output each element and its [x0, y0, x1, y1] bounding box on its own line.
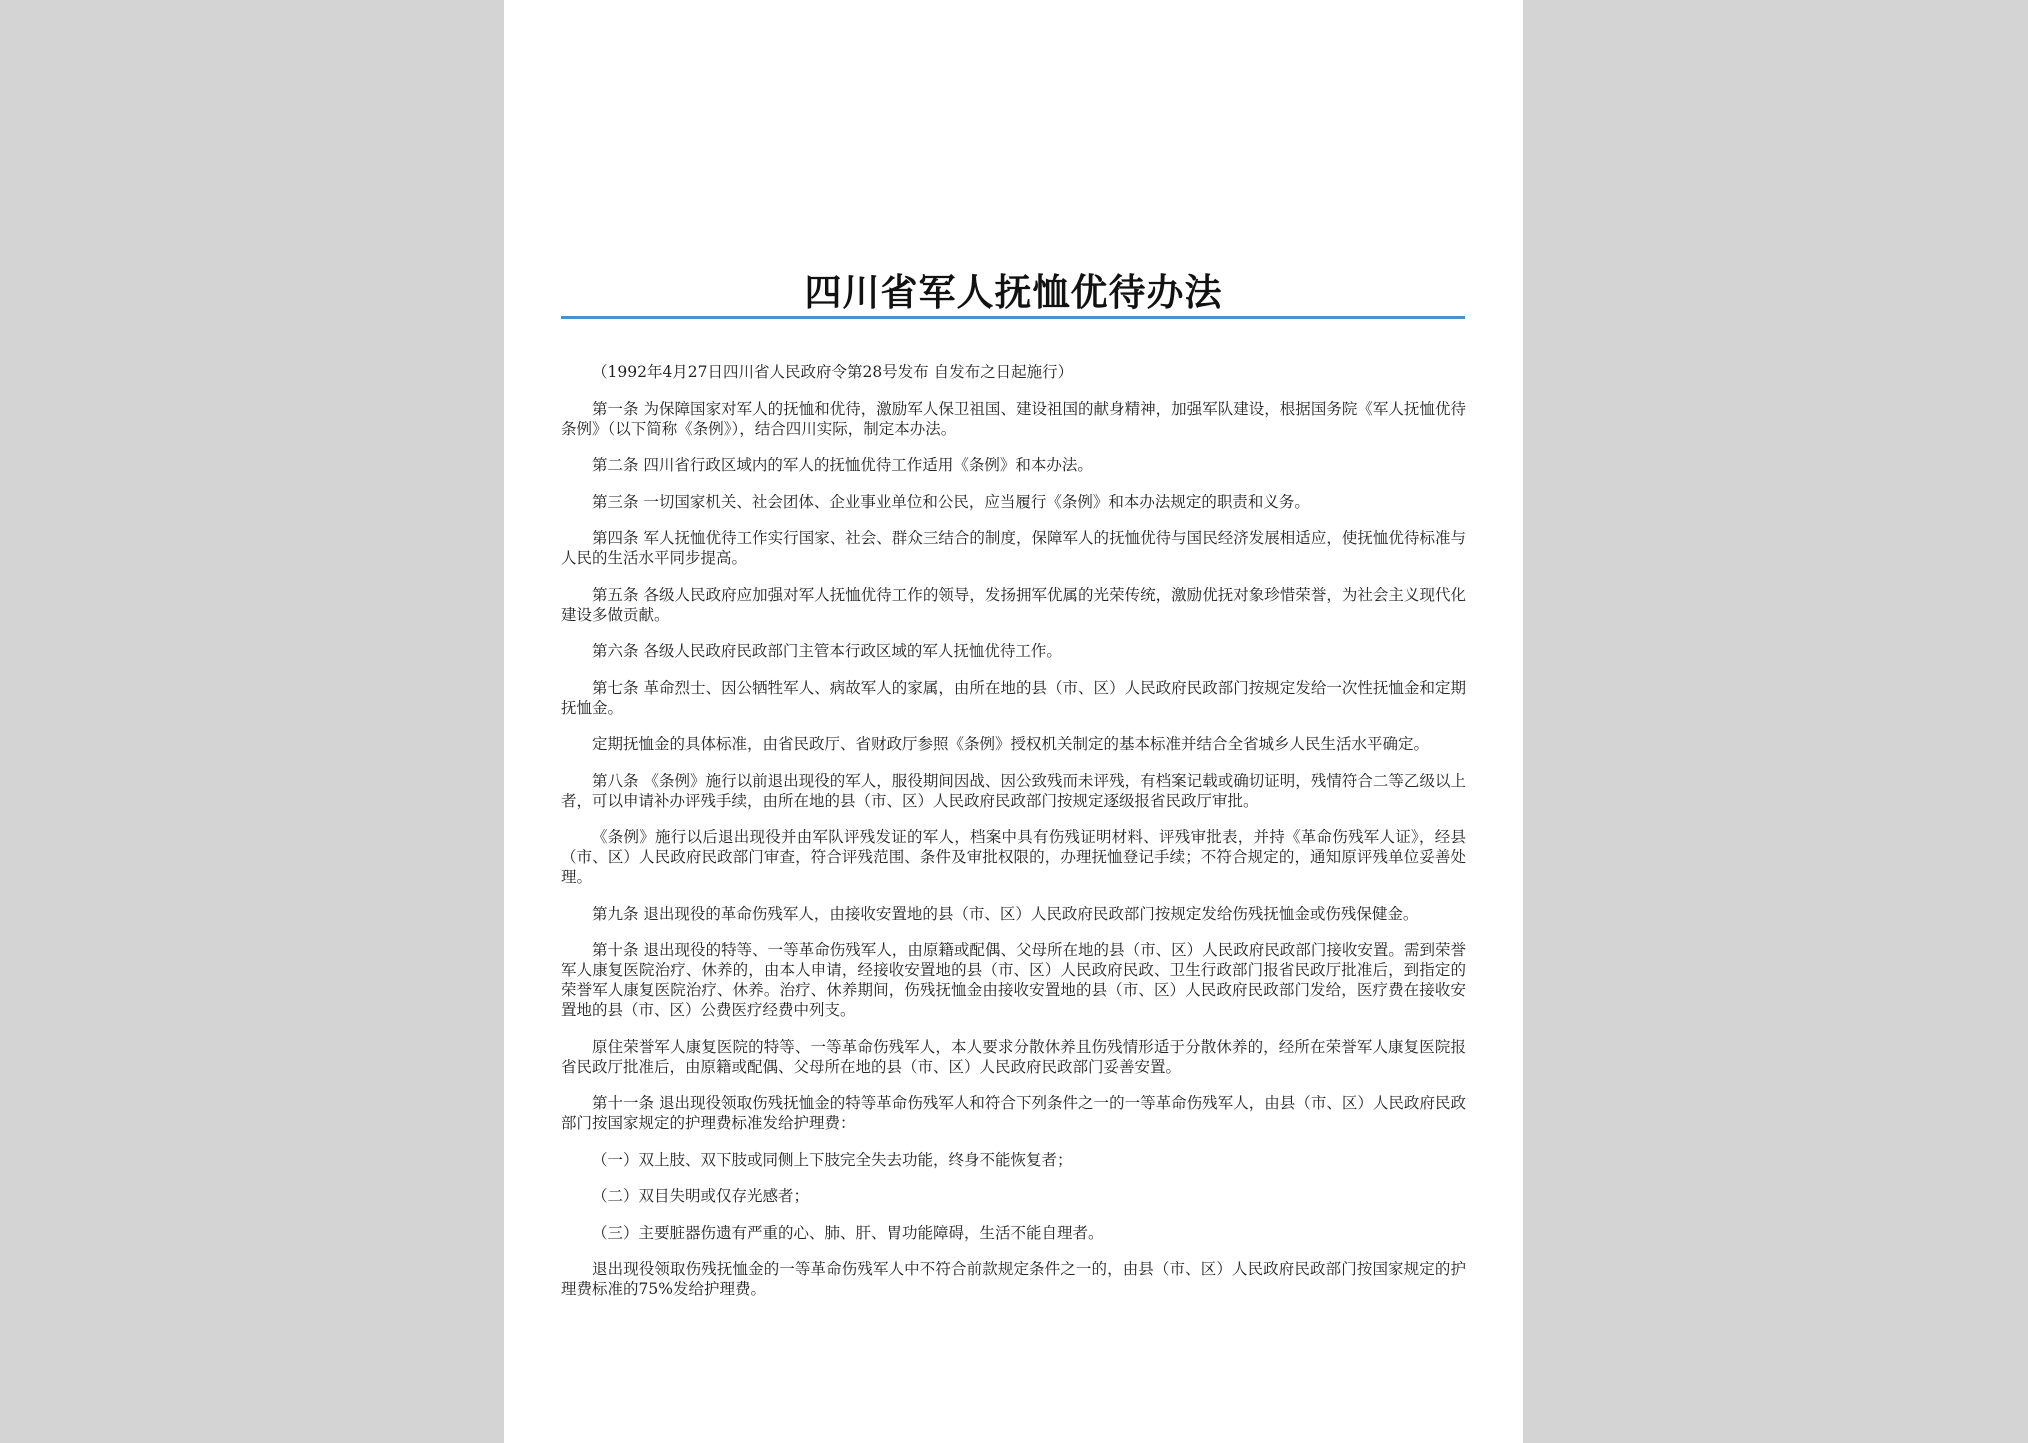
- article-paragraph: 第五条 各级人民政府应加强对军人抚恤优待工作的领导，发扬拥军优属的光荣传统，激励优抚对象珍惜荣誉，为社会主义现代化建设多做贡献。: [561, 585, 1466, 624]
- article-paragraph: （一）双上肢、双下肢或同侧上下肢完全失去功能，终身不能恢复者；: [592, 1150, 1073, 1169]
- article-paragraph: 第七条 革命烈士、因公牺牲军人、病故军人的家属，由所在地的县（市、区）人民政府民政部门按规定发给一次性抚恤金和定期抚恤金。: [561, 678, 1466, 717]
- article-paragraph: 第九条 退出现役的革命伤残军人，由接收安置地的县（市、区）人民政府民政部门按规定发给伤残抚恤金或伤残保健金。: [592, 904, 1419, 923]
- article-paragraph: 第三条 一切国家机关、社会团体、企业事业单位和公民，应当履行《条例》和本办法规定的职责和义务。: [592, 492, 1310, 511]
- article-paragraph: 定期抚恤金的具体标准，由省民政厅、省财政厅参照《条例》授权机关制定的基本标准并结合全省城乡人民生活水平确定。: [592, 735, 1430, 753]
- article-paragraph: 第四条 军人抚恤优待工作实行国家、社会、群众三结合的制度，保障军人的抚恤优待与国民经济发展相适应，使抚恤优待标准与人民的生活水平同步提高。: [561, 529, 1466, 567]
- article-paragraph: 第一条 为保障国家对军人的抚恤和优待，激励军人保卫祖国、建设祖国的献身精神，加强军队建设，根据国务院《军人抚恤优待条例》（以下简称《条例》），结合四川实际，制定本办法。: [561, 399, 1466, 438]
- article-paragraph: （二）双目失明或仅存光感者；: [592, 1187, 810, 1205]
- document-title: 四川省军人抚恤优待办法: [804, 270, 1223, 314]
- article-paragraph: 第六条 各级人民政府民政部门主管本行政区域的军人抚恤优待工作。: [592, 642, 1062, 660]
- article-paragraph: 第十条 退出现役的特等、一等革命伤残军人，由原籍或配偶、父母所在地的县（市、区）人民政府民政部门接收安置。需到荣誉军人康复医院治疗、休养的，由本人申请，经接收安置地的县（市、区）人民政府民政、卫生行政部门报省民政厅批准后，到指定的荣誉军人康复医院治疗、休养。治疗、休养期间，伤残抚恤金由接收安置地的县（市、区）人民政府民政部门发给，医疗费在接收安置地的县（市、区）公费医疗经费中列支。: [561, 941, 1466, 1019]
- article-paragraph: 第十一条 退出现役领取伤残抚恤金的特等革命伤残军人和符合下列条件之一的一等革命伤残军人，由县（市、区）人民政府民政部门按国家规定的护理费标准发给护理费：: [561, 1094, 1466, 1132]
- article-paragraph: 第二条 四川省行政区域内的军人的抚恤优待工作适用《条例》和本办法。: [592, 456, 1093, 474]
- title-divider: [561, 316, 1465, 319]
- article-paragraph: 退出现役领取伤残抚恤金的一等革命伤残军人中不符合前款规定条件之一的，由县（市、区）人民政府民政部门按国家规定的护理费标准的75%发给护理费。: [561, 1260, 1466, 1298]
- document-body: [561, 362, 1466, 1316]
- document-page: [504, 0, 1523, 1443]
- promulgation-note: （1992年4月27日四川省人民政府令第28号发布 自发布之日起施行）: [592, 363, 1074, 381]
- article-paragraph: （三）主要脏器伤遗有严重的心、肺、肝、胃功能障碍，生活不能自理者。: [592, 1223, 1104, 1242]
- article-paragraph: 《条例》施行以后退出现役并由军队评残发证的军人，档案中具有伤残证明材料、评残审批表，并持《革命伤残军人证》，经县（市、区）人民政府民政部门审查，符合评残范围、条件及审批权限的，办理抚恤登记手续；不符合规定的，通知原评残单位妥善处理。: [561, 828, 1466, 886]
- article-paragraph: 原住荣誉军人康复医院的特等、一等革命伤残军人，本人要求分散休养且伤残情形适于分散休养的，经所在荣誉军人康复医院报省民政厅批准后，由原籍或配偶、父母所在地的县（市、区）人民政府民政部门妥善安置。: [561, 1037, 1466, 1076]
- article-paragraph: 第八条 《条例》施行以前退出现役的军人，服役期间因战、因公致残而未评残，有档案记载或确切证明，残情符合二等乙级以上者，可以申请补办评残手续，由所在地的县（市、区）人民政府民政部门按规定逐级报省民政厅审批。: [561, 771, 1466, 810]
